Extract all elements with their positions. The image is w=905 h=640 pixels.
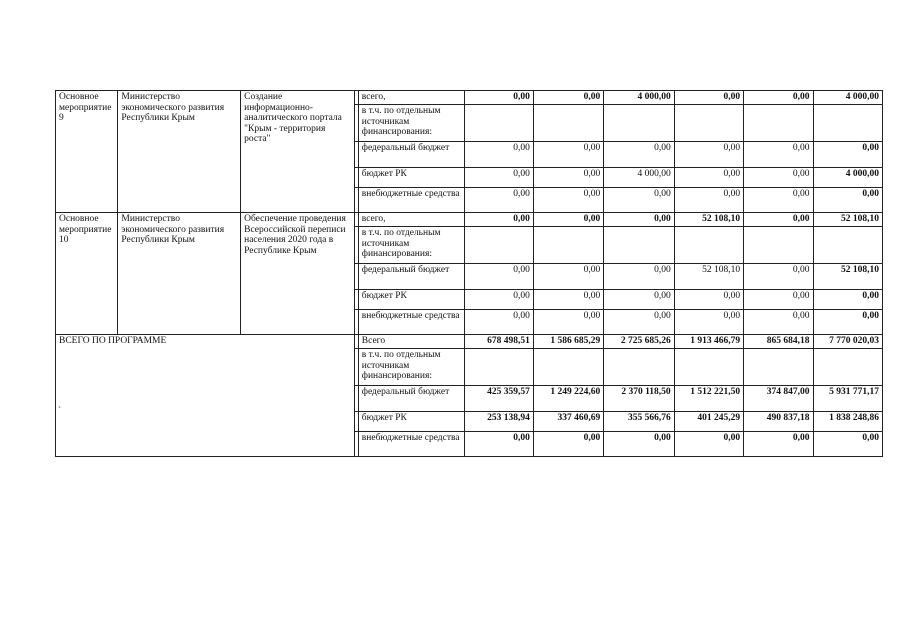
value-cell: 0,00 [744,264,813,290]
value-cell [744,227,813,264]
row-label: бюджет РК [358,168,465,188]
value-cell: 52 108,10 [674,264,743,290]
activity-description: Обеспечение проведения Всероссийской переписи населения 2020 года в Республике Крым [241,213,355,335]
value-cell [604,349,674,386]
value-cell: 865 684,18 [744,335,813,349]
table-row [56,335,883,349]
value-cell: 0,00 [465,264,533,290]
value-cell: 374 847,00 [744,386,813,412]
value-cell: 0,00 [533,264,603,290]
row-label: бюджет РК [358,412,465,432]
value-cell [813,227,883,264]
value-cell [465,105,533,142]
value-cell [465,227,533,264]
value-cell: 1 249 224,60 [533,386,603,412]
value-cell: 0,00 [465,168,533,188]
value-cell: 0,00 [744,290,813,310]
value-cell: 0,00 [674,168,743,188]
value-cell: 0,00 [674,142,743,168]
value-cell: 401 245,29 [674,412,743,432]
value-cell: 2 725 685,26 [604,335,674,349]
value-cell: 0,00 [604,188,674,213]
value-cell: 0,00 [465,188,533,213]
table-body [56,91,883,457]
row-label: внебюджетные средства [358,188,465,213]
value-cell: 0,00 [533,213,603,227]
value-cell: 425 359,57 [465,386,533,412]
value-cell: 52 108,10 [813,213,883,227]
row-label: Всего [358,335,465,349]
value-cell: 0,00 [533,310,603,335]
value-cell: 0,00 [813,290,883,310]
value-cell: 0,00 [813,188,883,213]
value-cell [533,349,603,386]
value-cell: 52 108,10 [813,264,883,290]
value-cell: 0,00 [813,432,883,457]
activity-name: Основное мероприятие 9 [56,91,118,213]
row-label: всего, [358,91,465,105]
row-label: в т.ч. по отдельным источникам финансирования: [358,227,465,264]
value-cell [604,227,674,264]
value-cell: 0,00 [604,290,674,310]
row-label: федеральный бюджет [358,386,465,412]
value-cell: 0,00 [674,310,743,335]
value-cell: 678 498,51 [465,335,533,349]
value-cell: 0,00 [465,432,533,457]
activity-name: Основное мероприятие 10 [56,213,118,335]
row-label: внебюджетные средства [358,432,465,457]
value-cell: 0,00 [744,432,813,457]
value-cell: 4 000,00 [604,168,674,188]
value-cell: 337 460,69 [533,412,603,432]
value-cell: 0,00 [604,213,674,227]
value-cell: 0,00 [674,188,743,213]
value-cell [533,105,603,142]
value-cell: 0,00 [604,264,674,290]
value-cell [813,349,883,386]
value-cell: 0,00 [744,310,813,335]
value-cell: 1 512 221,50 [674,386,743,412]
value-cell [744,105,813,142]
value-cell: 1 838 248,86 [813,412,883,432]
value-cell [533,227,603,264]
value-cell: 0,00 [813,310,883,335]
value-cell [744,349,813,386]
value-cell: 355 566,76 [604,412,674,432]
value-cell: 0,00 [744,142,813,168]
value-cell [674,227,743,264]
value-cell: 0,00 [533,168,603,188]
value-cell [813,105,883,142]
value-cell: 7 770 020,03 [813,335,883,349]
table-row [56,91,883,105]
value-cell: 4 000,00 [604,91,674,105]
value-cell: 0,00 [465,91,533,105]
value-cell: 0,00 [604,432,674,457]
value-cell: 0,00 [533,290,603,310]
activity-executor: Министерство экономического развития Республики Крым [118,213,241,335]
row-label: в т.ч. по отдельным источникам финансирования: [358,105,465,142]
value-cell [604,105,674,142]
value-cell [674,105,743,142]
value-cell: 0,00 [533,188,603,213]
value-cell: 0,00 [533,91,603,105]
value-cell: 0,00 [674,290,743,310]
value-cell: 253 138,94 [465,412,533,432]
value-cell: 0,00 [813,142,883,168]
total-title: ВСЕГО ПО ПРОГРАММЕ [56,335,355,457]
value-cell: 4 000,00 [813,168,883,188]
activity-description: Создание информационно-аналитического портала "Крым - территория роста" [241,91,355,213]
value-cell: 5 931 771,17 [813,386,883,412]
row-label: в т.ч. по отдельным источникам финансирования: [358,349,465,386]
row-label: всего, [358,213,465,227]
value-cell: 0,00 [604,310,674,335]
value-cell: 0,00 [604,142,674,168]
value-cell: 490 837,18 [744,412,813,432]
value-cell: 4 000,00 [813,91,883,105]
value-cell: 0,00 [465,290,533,310]
value-cell: 0,00 [533,432,603,457]
value-cell: 2 370 118,50 [604,386,674,412]
value-cell: 0,00 [465,213,533,227]
value-cell [465,349,533,386]
stray-mark: ˴ [58,401,61,411]
value-cell: 0,00 [674,91,743,105]
row-label: бюджет РК [358,290,465,310]
value-cell: 1 586 685,29 [533,335,603,349]
value-cell: 0,00 [533,142,603,168]
value-cell: 0,00 [744,213,813,227]
activity-executor: Министерство экономического развития Республики Крым [118,91,241,213]
value-cell: 0,00 [744,91,813,105]
value-cell: 0,00 [744,188,813,213]
value-cell: 0,00 [465,310,533,335]
table-row [56,213,883,227]
value-cell [674,349,743,386]
value-cell: 52 108,10 [674,213,743,227]
value-cell: 1 913 466,79 [674,335,743,349]
row-label: федеральный бюджет [358,142,465,168]
value-cell: 0,00 [674,432,743,457]
value-cell: 0,00 [744,168,813,188]
row-label: федеральный бюджет [358,264,465,290]
value-cell: 0,00 [465,142,533,168]
funding-table [55,90,883,457]
row-label: внебюджетные средства [358,310,465,335]
